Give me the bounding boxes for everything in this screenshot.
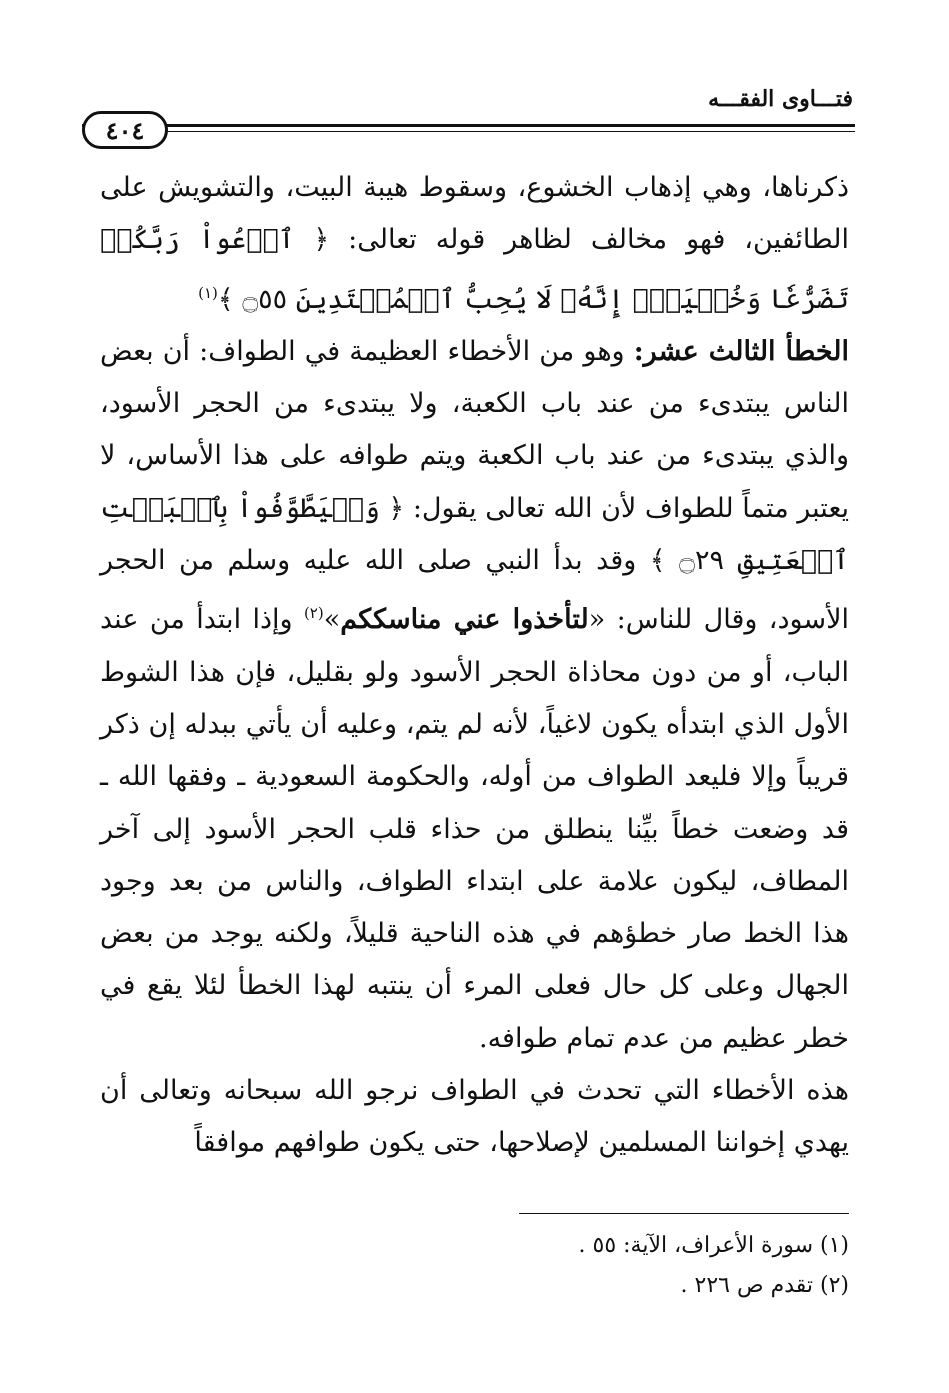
header-rule — [82, 124, 855, 127]
footnote-2: (٢) تقدم ص ٢٢٦ . — [680, 1273, 849, 1298]
paragraph-3: هذه الأخطاء التي تحدث في الطواف نرجو الله سبحانه وتعالى أن يهدي إخواننا المسلمين لإصلاحها، حتى يكون طوافهم موافقاً — [100, 1075, 849, 1159]
footnote-ref-1: (١) — [198, 283, 218, 302]
paragraph-2-text-b: وقد بدأ النبي صلى الله عليه وسلم من الحجر الأسود، وقال للناس: « — [100, 545, 849, 636]
main-text — [100, 162, 849, 1170]
paragraph-2-text-a: وهو من الأخطاء العظيمة في الطواف: أن بعض الناس يبتدىء من عند باب الكعبة، ولا يبتدىء من الحجر الأسود، والذي يبتدىء من عند باب الكعبة ويتم طوافه على هذا الأساس، لا يعتبر متماً للطواف لأن الله تعالى يقول: — [100, 335, 849, 524]
section-heading: الخطأ الثالث عشر: — [633, 335, 850, 367]
hadith-quote: لتأخذوا عني مناسككم — [340, 604, 589, 636]
footnotes — [100, 1226, 849, 1306]
paragraph-2-quote-close: » — [323, 604, 341, 636]
footnote-divider — [519, 1213, 849, 1214]
footnote-1: (١) سورة الأعراف، الآية: ٥٥ . — [578, 1233, 849, 1258]
paragraph-2-text-d: وإذا ابتدأ من عند الباب، أو من دون محاذاة الحجر الأسود ولو بقليل، فإن هذا الشوط الأول الذي ابتدأه يكون لاغياً، لأنه لم يتم، وعليه أن يأتي ببدله إن ذكر قريباً وإلا فليعد الطواف من أوله، والحكومة السعودية ـ وفقها الله ـ قد وضعت خطاً بيِّنا ينطلق من حذاء قلب الحجر الأسود إلى آخر المطاف، ليكون علامة على ابتداء الطواف، والناس من بعد وجود هذا الخط صار خطؤهم في هذه الناحية قليلاً، ولكنه يوجد من بعض الجهال وعلى كل حال فعلى المرء أن ينتبه لهذا الخطأ لئلا يقع في خطر عظيم من عدم تمام طوافه. — [100, 604, 850, 1054]
header-rule-thin — [82, 131, 855, 132]
page-number-badge: ٤٠٤ — [82, 111, 168, 149]
paragraph-2 — [100, 326, 849, 1065]
paragraph-1-text: ذكرناها، وهي إذهاب الخشوع، وسقوط هيبة البيت، والتشويش على الطائفين، فهو مخالف لظاهر قوله تعالى: — [100, 172, 849, 256]
quran-verse-2: ﴿ وَلۡيَطَّوَّفُواْ بِٱلۡبَيۡتِ ٱلۡعَتِيقِ ۝٢٩ ﴾ — [100, 492, 849, 577]
footnote-ref-2: (٢) — [303, 604, 324, 623]
paragraph-1 — [100, 162, 849, 326]
quran-verse-1: ﴿ ٱدۡعُواْ رَبَّكُمۡ تَضَرُّعٗا وَخُفۡيَةًۚ إِنَّهُۥ لَا يُحِبُّ ٱلۡمُعۡتَدِينَ ۝٥٥ ﴾ — [100, 224, 849, 315]
running-header-title: فتـــاوى الفقـــه — [708, 86, 853, 112]
